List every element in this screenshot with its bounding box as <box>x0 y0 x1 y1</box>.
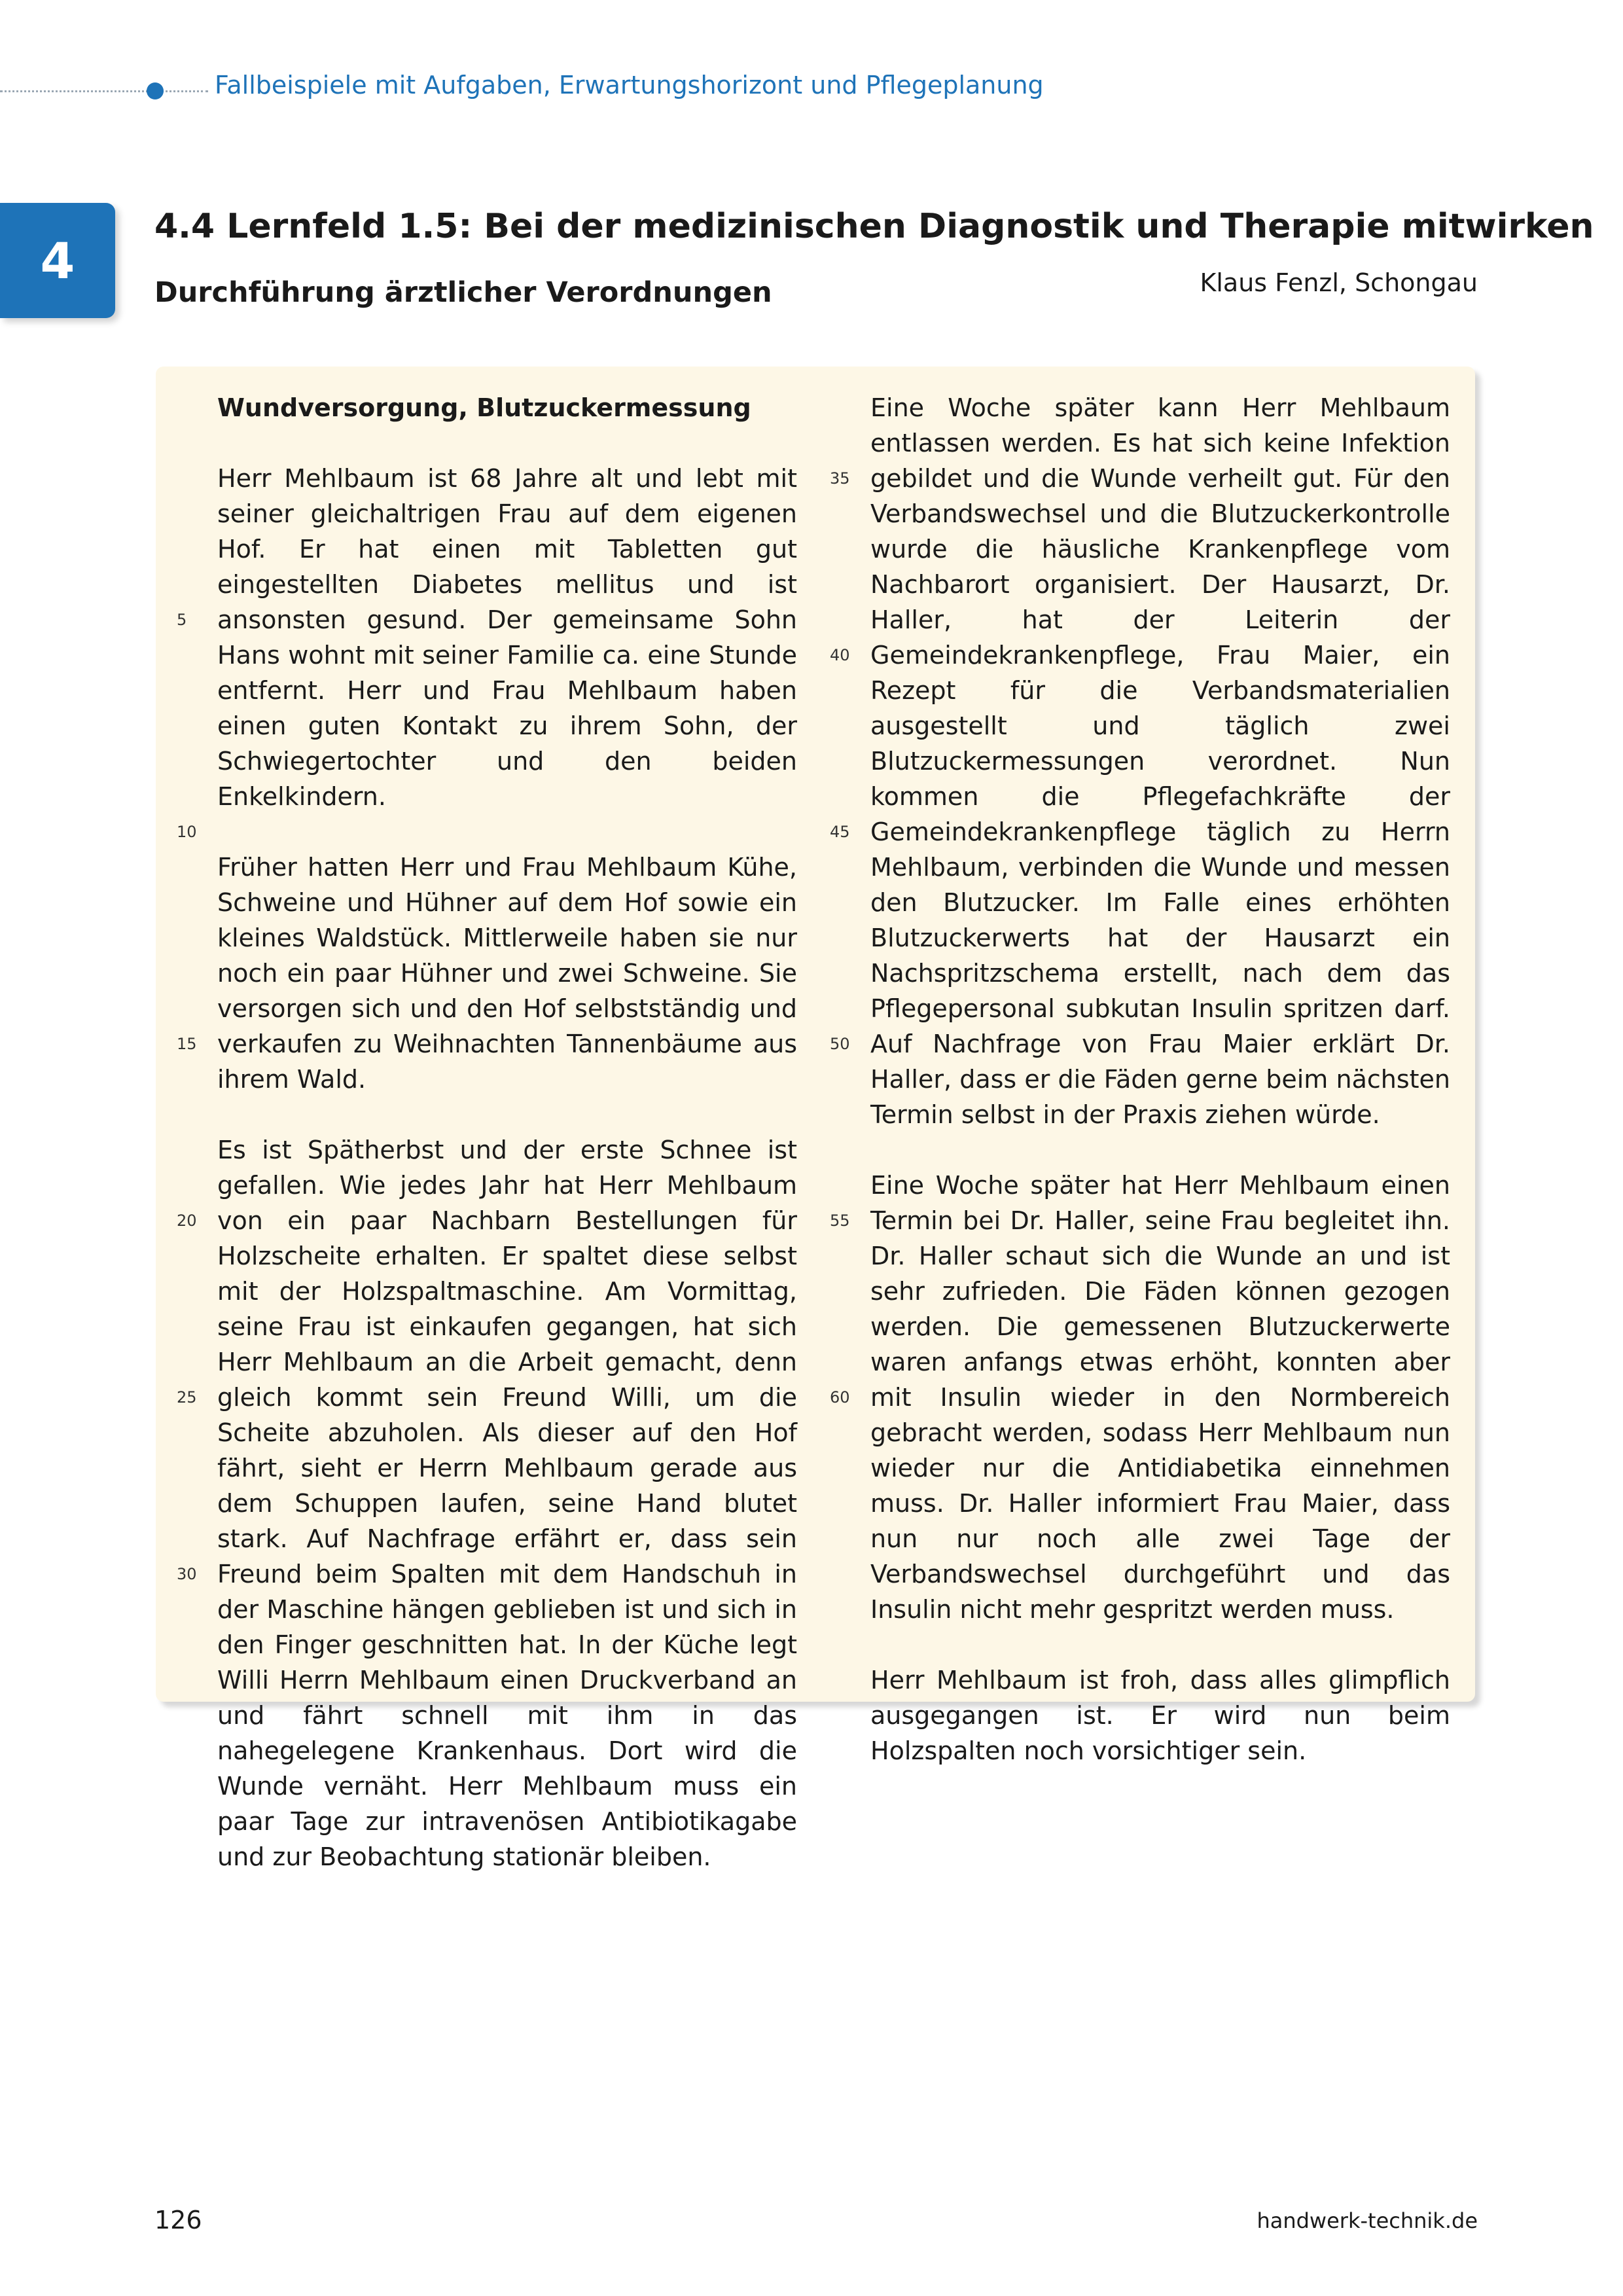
line-number: 10 <box>177 823 197 841</box>
line-number: 30 <box>177 1565 197 1583</box>
case-paragraph: Es ist Spätherbst und der erste Schnee ist gefallen. Wie jedes Jahr hat Herr Mehlbaum von ein paar Nachbarn Bestellungen für Holzscheite erhalten. Er spaltet diese selbst mit der Holzspaltmaschine. Am Vormittag, seine Frau ist einkaufen gegangen, hat sich Herr Mehlbaum an die Arbeit gemacht, denn gleich kommt sein Freund Willi, um die Scheite abzuholen. Als dieser auf den Hof fährt, sieht er Herrn Mehlbaum gerade aus dem Schuppen laufen, seine Hand blutet stark. Auf Nachfrage erfährt er, dass sein Freund beim Spalten mit dem Handschuh in der Maschine hängen geblieben ist und sich in den Finger geschnitten hat. In der Küche legt Willi Herrn Mehlbaum einen Druckverband an und fährt schnell mit ihm in das nahegelegene Krankenhaus. Dort wird die Wunde vernäht. Herr Mehlbaum muss ein paar Tage zur intravenösen Antibiotikagabe und zur Beobachtung stationär bleiben. <box>217 1136 797 1871</box>
line-number: 15 <box>177 1035 197 1053</box>
case-paragraph: Früher hatten Herr und Frau Mehlbaum Kühe, Schweine und Hühner auf dem Hof sowie ein kleines Waldstück. Mittlerweile haben sie nur noch ein paar Hühner und zwei Schweine. Sie versorgen sich und den Hof selbstständig und verkaufen zu Weihnachten Tannenbäume aus ihrem Wald. <box>217 853 797 1094</box>
author-credit: Klaus Fenzl, Schongau <box>1200 268 1478 297</box>
header-dotted-rule <box>0 90 208 92</box>
section-title: 4.4 Lernfeld 1.5: Bei der medizinischen Diagnostik und Therapie mitwirken <box>154 207 1594 246</box>
chapter-tab: 4 <box>0 203 115 318</box>
case-paragraph: Eine Woche später hat Herr Mehlbaum einen Termin bei Dr. Haller, seine Frau begleitet ihn. Dr. Haller schaut sich die Wunde an und ist sehr zufrieden. Die Fäden können gezogen werden. Die gemessenen Blutzuckerwerte waren anfangs etwas erhöht, konnten aber mit Insulin wieder in den Normbereich gebracht werden, sodass Herr Mehlbaum nun wieder nur die Antidiabetika einnehmen muss. Dr. Haller informiert Frau Maier, dass nun nur noch alle zwei Tage der Verbandswechsel durchgeführt und das Insulin nicht mehr gespritzt werden muss. <box>870 1171 1450 1624</box>
case-paragraph: Herr Mehlbaum ist 68 Jahre alt und lebt mit seiner gleichaltrigen Frau auf dem eigenen Hof. Er hat einen mit Tabletten gut eingestellten Diabetes mellitus und ist ansonsten gesund. Der gemeinsame Sohn Hans wohnt mit seiner Familie ca. eine Stunde entfernt. Herr und Frau Mehlbaum haben einen guten Kontakt zu ihrem Sohn, der Schwiegertochter und den beiden Enkelkindern. <box>217 464 797 811</box>
page-number: 126 <box>154 2206 202 2234</box>
section-subtitle: Durchführung ärztlicher Verordnungen <box>154 276 772 309</box>
line-number: 25 <box>177 1388 197 1407</box>
case-heading: Wundversorgung, Blutzuckermessung <box>217 393 751 422</box>
line-number: 50 <box>830 1035 850 1053</box>
line-number: 35 <box>830 469 850 488</box>
running-header: Fallbeispiele mit Aufgaben, Erwartungshorizont und Pflegeplanung <box>215 71 1044 99</box>
publisher-website: handwerk-technik.de <box>1257 2208 1478 2233</box>
header-bullet-icon <box>147 82 164 99</box>
line-number: 20 <box>177 1211 197 1230</box>
line-number: 45 <box>830 823 850 841</box>
case-column-left <box>217 390 797 1874</box>
line-number: 40 <box>830 646 850 664</box>
line-number: 55 <box>830 1211 850 1230</box>
case-column-right <box>870 390 1450 1768</box>
case-paragraph: Herr Mehlbaum ist froh, dass alles glimpflich ausgegangen ist. Er wird nun beim Holzspalten noch vorsichtiger sein. <box>870 1666 1450 1765</box>
case-paragraph: Eine Woche später kann Herr Mehlbaum entlassen werden. Es hat sich keine Infektion gebildet und die Wunde verheilt gut. Für den Verbandswechsel und die Blutzuckerkontrolle wurde die häusliche Krankenpflege vom Nachbarort organisiert. Der Hausarzt, Dr. Haller, hat der Leiterin der Gemeindekrankenpflege, Frau Maier, ein Rezept für die Verbandsmaterialien ausgestellt und täglich zwei Blutzuckermessungen verordnet. Nun kommen die Pflegefachkräfte der Gemeindekrankenpflege täglich zu Herrn Mehlbaum, verbinden die Wunde und messen den Blutzucker. Im Falle eines erhöhten Blutzuckerwerts hat der Hausarzt ein Nachspritzschema erstellt, nach dem das Pflegepersonal subkutan Insulin spritzen darf. Auf Nachfrage von Frau Maier erklärt Dr. Haller, dass er die Fäden gerne beim nächsten Termin selbst in der Praxis ziehen würde. <box>870 393 1450 1129</box>
line-number: 60 <box>830 1388 850 1407</box>
line-number: 5 <box>177 611 187 629</box>
